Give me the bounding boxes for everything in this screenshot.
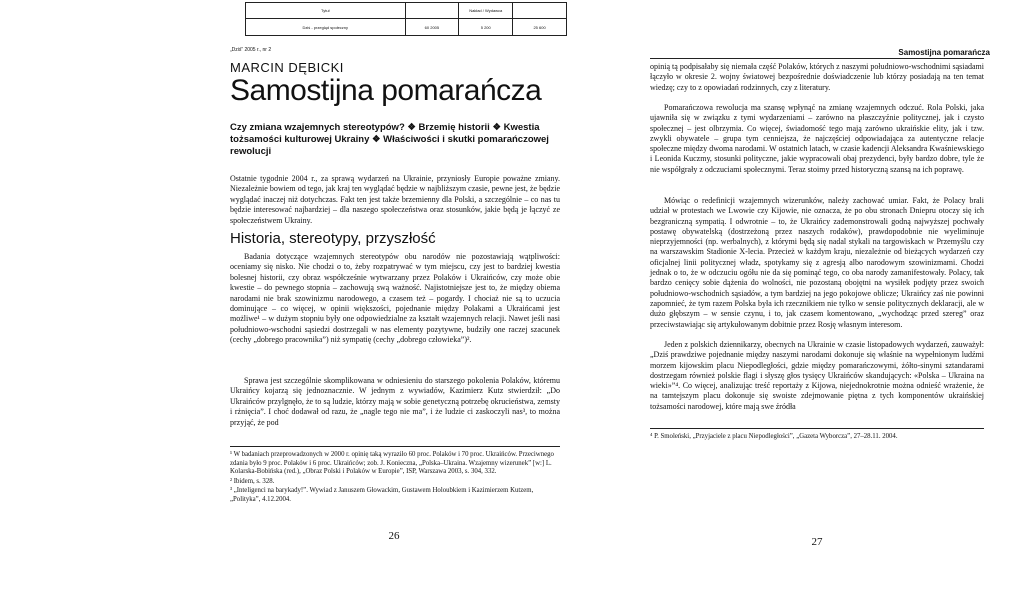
page-number: 27 [811,536,823,548]
footnote: ³ „Inteligenci na barykady!”. Wywiad z Januszem Głowackim, Gustawem Holoubkiem i Kazimierzem Kutzem, „Polityka”, 4.12.2004. [230,487,534,503]
section-heading: Historia, stereotypy, przyszłość [230,230,436,247]
body-paragraph: Sprawa jest szczególnie skomplikowana w odniesieniu do starszego pokolenia Polaków, któremu Ukraińcy kojarzą się jednoznacznie. W jednym z wywiadów, Kazimierz Kutz stwierdził: „Do Ukraińców przylgnęło, że to są ludzie, którzy mają w sobie genetyczną potrzebę okrucieństwa, zemsty i rżnięcia”. I choć dodawał od razu, że „nagle tego nie ma”, i że ludzie ci zaskoczyli nas³, to można przyjąć, że pod [230,376,560,427]
metadata-cell: Tytuł [246,3,406,19]
metadata-cell: Nakład / Wydawca [459,3,513,19]
page-number: 26 [388,530,400,542]
metadata-cell: Dziś - przegląd społeczny [246,19,406,35]
issue-label: „Dziś” 2005 r., nr 2 [230,47,272,53]
metadata-cell: 25 600 [533,24,546,30]
running-head: Samostijna pomarańcza [898,48,990,57]
body-paragraph: Pomarańczowa rewolucja ma szansę wpłynąć na zmianę wzajemnych odczuć. Rola Polski, jaka ujawniła się w związku z tymi wydarzeniami – zarówno na płaszczyźnie politycznej, jak i czysto społecznej – jest olbrzymia. Co więcej, świadomość tego mają zarówno ukraińskie elity, jak i tzw. zwykli obywatele – grupa tym cenniejsza, że najczęściej odpowiadająca za autentyczne relacje społeczne między dwoma narodami. W ostatnich latach, w czasie kadencji Aleksandra Kwaśniewskiego i Leonida Kuczmy, stosunki polityczne, jakie wypracowali obaj prezydenci, były bardzo dobre, tyle że nie współgrały z odczuciami społecznymi. Teraz stoimy przed historyczną szansą na ich poprawę. [650,103,984,174]
footnote: ¹ W badaniach przeprowadzonych w 2000 r. opinię taką wyraziło 60 proc. Polaków i 70 proc. Ukraińców. Przeciwnego zdania było 9 proc. Polaków i 6 proc. Ukraińców; zob. J. Konieczna, „Polska–Ukraina. Wzajemny wizerunek” [w:] L. Kolarska-Bobińska (red.), „Obraz Polski i Polaków w Europie”, ISP, Warszawa 2003, s. 304, 332. [230,451,554,476]
body-paragraph: Jeden z polskich dziennikarzy, obecnych na Ukrainie w czasie listopadowych wydarzeń, zauważył: „Dziś prawdziwe pojednanie między naszymi narodami dokonuje się właśnie na wypełnionym ludźmi morzem kijowskim placu Niepodległości, gdzie między pomarańczowymi, żółto-sinymi sztandarami dostrzegam również polskie flagi i słyszę głos tysięcy Ukraińców skandujących: «Polska – Ukraina na wieki»”⁴. Co więcej, analizując treść reportaży z Kijowa, niejednokrotnie można odnieść wrażenie, że na tamtejszym placu dokonuje się swoiste zdejmowanie piętna z tych komponentów ukraińskiej tożsamości narodowej, które mają swe źródła [650,340,984,411]
body-paragraph: Mówiąc o redefinicji wzajemnych wizerunków, należy zachować umiar. Fakt, że Polacy brali udział w protestach we Lwowie czy Kijowie, nie oznacza, że po obu stronach Dniepru otoczy się ich bezgraniczną sympatią. I odwrotnie – to, że Ukraińcy zademonstrowali godną najwyższej pochwały postawę obywatelską (dostrzeżoną przez naszych rodaków), prawdopodobnie nie wyeliminuje nieprzyjemności (np. werbalnych), z którymi będą się nadal stykali na targowiskach w Przemyślu czy na warszawskim Stadionie X-lecia. Przecież w każdym kraju, niezależnie od bieżących wydarzeń czy oficjalnej linii politycznej władz, spotykamy się z agresją albo narodowym szowinizmami. Chodzi jednak o to, że w odczuciu ogółu nie da się pominąć tego, co oba narody zamanifestowały. Polacy, tak bardzo cenięcy sobie dążenia do wolności, nie pozostaną obojętni na wysiłek podjęty przez swoich południowo-wschodnich sąsiadów, a tym bardziej na jego pokojowe oblicze; Ukraińcy zaś nie powinni zapomnieć, że tym razem Polska była ich rzecznikiem nie tylko w sensie politycznych deklaracji, ale w dużo głębszym – w sensie czynu, i to, jak czasem komentowano, „wychodząc przed szereg” oraz przeciwstawiając się artykułowanym dobitnie przez Rosję własnym interesom. [650,196,984,329]
header-rule [650,58,984,59]
intro-paragraph: Ostatnie tygodnie 2004 r., za sprawą wydarzeń na Ukrainie, przyniosły Europie poważne zmiany. Niezależnie bowiem od tego, jak kraj ten wyglądać będzie w najbliższym czasie, pewne jest, że będzie wyglądać inaczej niż dotychczas. Fakt ten jest także brzemienny dla Polski, a szczególnie – co nas tu będzie interesować najbardziej – dla naszego społeczeństwa oraz stosunków, jakie będą je łączyć ze społeczeństwem Ukrainy. [230,174,560,225]
metadata-cell: 60 2005 [406,19,460,35]
article-subtitle: Czy zmiana wzajemnych stereotypów? ❖ Brzemię historii ❖ Kwestia tożsamości kulturowej Ukrainy ❖ Właściwości i skutki pomarańczowej rewolucji [230,122,549,157]
author-name: MARCIN DĘBICKI [230,60,344,75]
footnotes [230,446,560,506]
metadata-cell: 5 200 [459,19,513,35]
body-paragraph: opinią tą podpisałaby się niemała część Polaków, których z naszymi południowo-wschodnimi sąsiadami łączyło w okresie 2. wojny światowej bezpośrednie doświadczenie lub którzy posiadają na ten temat wiedzę; czy to z opowiadań rodzinnych, czy z literatury. [650,62,984,92]
footnote: ² Ibidem, s. 328. [230,477,275,485]
body-paragraph: Badania dotyczące wzajemnych stereotypów obu narodów nie pozostawiają wątpliwości: oceniamy się nisko. Nie chodzi o to, żeby rozpatrywać w tym miejscu, czy jest to bardziej kwestia bolesnej historii, czy obraz współcześnie wytwarzany przez Polaków i Ukraińców, czy może obie kwestie – do pewnego stopnia – zachowują swą ważność. Najistotniejsze jest to, że między obiema narodami nie brak szowinizmu narodowego, a czasem też – pogardy. I chociaż nie są to uczucia dominujące – co więcej, w opinii większości, pojednanie między Polakami a Ukraińcami jest możliwe¹ – w dużym stopniu były one odpowiedzialne za kształt wzajemnych relacji. Nawet jeśli nasi południowo-wschodni sąsiedzi dostrzegali w nas elementy pozytywne, budziły one raczej szacunek (cechy „dobrego pracownika”) niż sympatię (cechy „dobrego człowieka”)². [230,252,560,345]
footnote: ⁴ P. Smoleński, „Przyjaciele z placu Niepodległości”, „Gazeta Wyborcza”, 27–28.11. 2004. [650,428,984,440]
left-page [222,0,567,594]
article-title: Samostijna pomarańcza [230,74,542,107]
